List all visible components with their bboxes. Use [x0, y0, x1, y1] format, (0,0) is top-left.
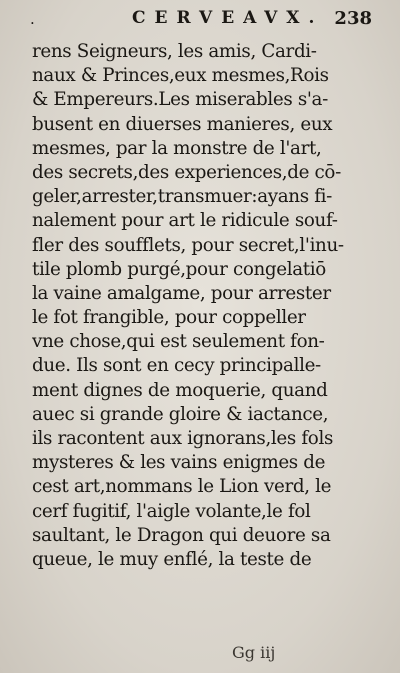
text-line: geler,arrester,transmuer:ayans fi- [32, 186, 332, 208]
text-line: ils racontent aux ignorans,les fols [32, 428, 333, 449]
body-text [32, 40, 372, 572]
text-line: saultant, le Dragon qui deuore sa [32, 524, 331, 546]
signature-mark: Gg iij [232, 643, 276, 662]
text-line: tile plomb purgé,pour congelatiō [32, 258, 326, 280]
text-line: cest art,nommans le Lion verd, le [32, 476, 332, 498]
text-line: due. Ils sont en cecy principalle- [32, 355, 321, 377]
text-line: cerf fugitif, l'aigle volante,le fol [32, 500, 311, 522]
text-line: busent en diuerses manieres, eux [32, 113, 333, 135]
page-number: 238 [334, 8, 372, 29]
page-marker: . [30, 10, 35, 28]
text-line: & Empereurs.Les miserables s'a- [32, 89, 328, 111]
text-line: mysteres & les vains enigmes de [32, 452, 326, 474]
text-line: nalement pour art le ridicule souf- [32, 210, 338, 232]
text-line: la vaine amalgame, pour arrester [32, 282, 331, 304]
text-line: naux & Princes,eux mesmes,Rois [32, 65, 329, 87]
running-title: CERVEAVX. [132, 8, 324, 28]
text-line: ment dignes de moquerie, quand [32, 379, 328, 401]
text-line: rens Seigneurs, les amis, Cardi- [32, 41, 317, 62]
text-line: le fot frangible, pour coppeller [32, 307, 306, 329]
text-line: mesmes, par la monstre de l'art, [32, 137, 322, 159]
text-line: auec si grande gloire & iactance, [32, 403, 329, 425]
text-line: vne chose,qui est seulement fon- [32, 331, 325, 353]
text-line: des secrets,des experiences,de cō- [32, 161, 341, 183]
running-head [30, 8, 372, 36]
text-line: fler des soufflets, pour secret,l'inu- [32, 234, 344, 256]
text-line: queue, le muy enflé, la teste de [32, 548, 312, 570]
